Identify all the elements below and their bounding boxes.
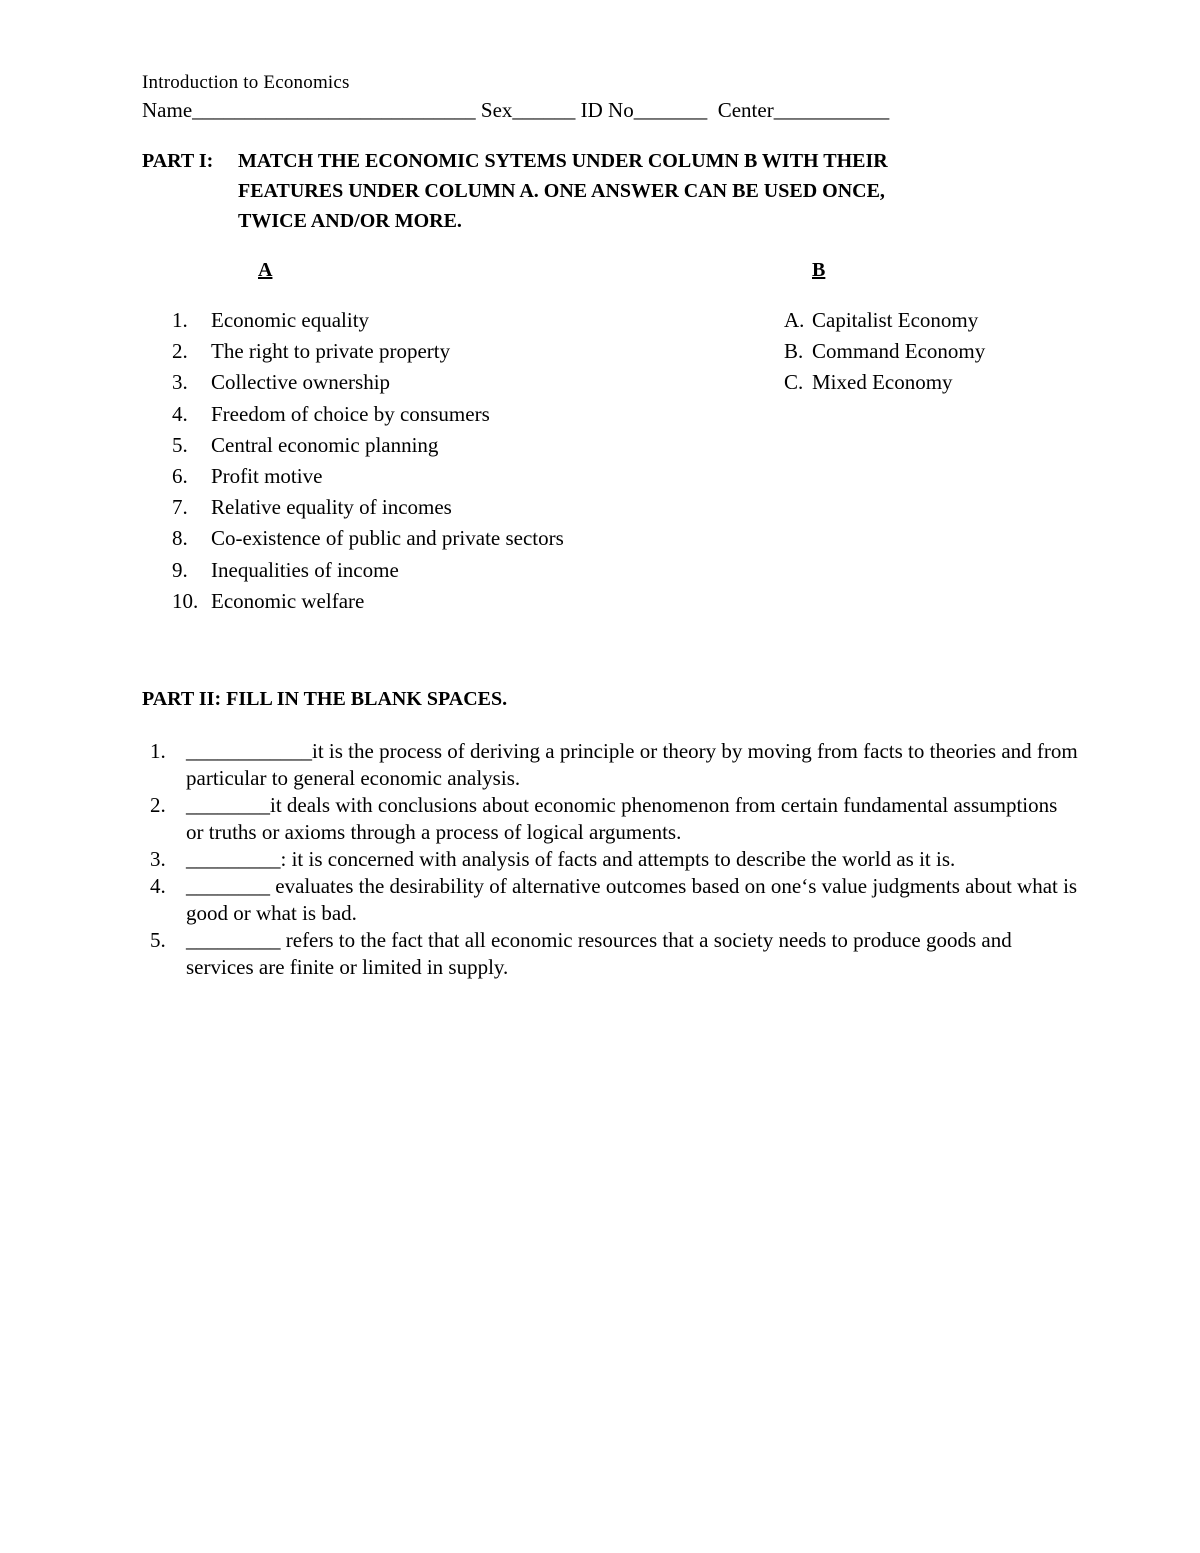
item-number: 3.: [172, 370, 188, 395]
column-b-list: [784, 306, 985, 399]
list-item: [150, 927, 1080, 981]
list-item: [150, 792, 1080, 846]
list-item: [172, 306, 564, 337]
part1-heading: [142, 146, 888, 236]
item-text: _________ refers to the fact that all economic resources that a society needs to produce goods and services are finite or limited in supply.: [186, 928, 1012, 979]
part1-heading-line1: MATCH THE ECONOMIC SYTEMS UNDER COLUMN B WITH THEIR: [238, 150, 888, 172]
item-text: Capitalist Economy: [812, 308, 979, 332]
part1-label: PART I:: [142, 150, 214, 172]
item-text: ________it deals with conclusions about economic phenomenon from certain fundamental assumptions or truths or axioms through a process of logical arguments.: [186, 793, 1058, 844]
item-number: 4.: [172, 401, 188, 426]
list-item: [172, 524, 564, 555]
item-text: Economic welfare: [211, 588, 365, 613]
list-item: [172, 368, 564, 399]
item-number: 4.: [150, 874, 166, 898]
item-text: Profit motive: [211, 463, 323, 488]
column-b-title: B: [812, 259, 826, 281]
list-item: [172, 556, 564, 587]
item-text: ________ evaluates the desirability of alternative outcomes based on one‘s value judgments about what is good or what is bad.: [186, 874, 1078, 925]
item-number: 1.: [172, 308, 188, 332]
list-item: [150, 846, 1080, 873]
item-text: Collective ownership: [211, 370, 391, 395]
list-item: [784, 337, 985, 368]
course-title: Introduction to Economics: [142, 72, 350, 93]
student-info-line: Name___________________________ Sex______ ID No_______ Center___________: [142, 98, 890, 122]
item-number: 5.: [150, 928, 166, 952]
fill-in-blank-list: [150, 738, 1080, 981]
item-number: 9.: [172, 557, 188, 582]
list-item: [150, 873, 1080, 927]
item-number: 6.: [172, 463, 188, 488]
item-text: Central economic planning: [211, 432, 439, 457]
list-item: [784, 306, 985, 337]
item-number: 2.: [172, 339, 188, 364]
list-item: [172, 337, 564, 368]
item-number: 2.: [150, 793, 166, 817]
item-letter: B.: [784, 339, 804, 363]
column-a-list: [172, 306, 564, 618]
item-number: 7.: [172, 495, 188, 520]
list-item: [784, 368, 985, 399]
item-text: Freedom of choice by consumers: [211, 401, 490, 426]
part2-heading: PART II: FILL IN THE BLANK SPACES.: [142, 688, 508, 710]
item-text: Economic equality: [211, 308, 370, 332]
item-text: Co-existence of public and private sectors: [211, 526, 564, 551]
item-text: Command Economy: [812, 339, 986, 363]
item-number: 10.: [172, 588, 199, 613]
list-item: [150, 738, 1080, 792]
item-text: _________: it is concerned with analysis of facts and attempts to describe the world as it is.: [186, 847, 956, 871]
item-number: 3.: [150, 847, 166, 871]
item-letter: A.: [784, 308, 805, 332]
item-text: Mixed Economy: [812, 370, 953, 394]
item-letter: C.: [784, 370, 804, 394]
list-item: [172, 493, 564, 524]
item-text: Inequalities of income: [211, 557, 399, 582]
list-item: [172, 587, 564, 618]
item-number: 8.: [172, 526, 188, 551]
list-item: [172, 462, 564, 493]
item-text: Relative equality of incomes: [211, 495, 452, 520]
item-text: ____________it is the process of deriving a principle or theory by moving from facts to theories and from particular to general economic analysis.: [186, 739, 1078, 790]
item-text: The right to private property: [211, 339, 451, 364]
part1-heading-line2: FEATURES UNDER COLUMN A. ONE ANSWER CAN BE USED ONCE,: [238, 180, 885, 202]
column-a-title: A: [258, 259, 273, 281]
list-item: [172, 400, 564, 431]
item-number: 1.: [150, 739, 166, 763]
list-item: [172, 431, 564, 462]
item-number: 5.: [172, 432, 188, 457]
part1-heading-line3: TWICE AND/OR MORE.: [238, 210, 462, 232]
